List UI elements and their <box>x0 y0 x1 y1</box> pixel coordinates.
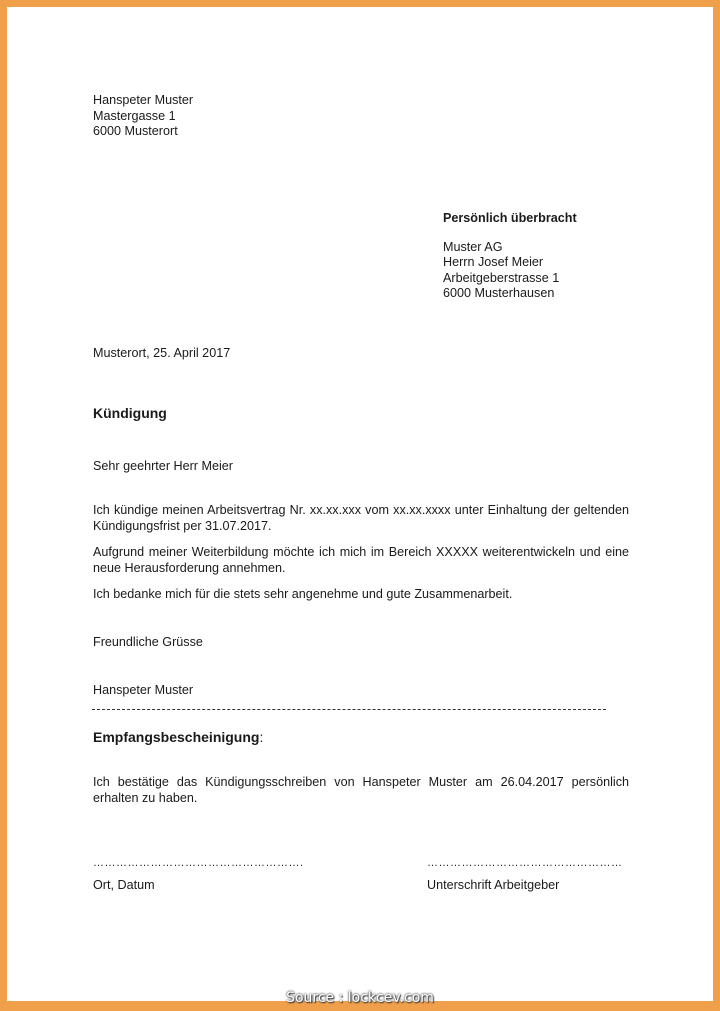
recipient-person: Herrn Josef Meier <box>443 255 544 269</box>
employer-signature-label: Unterschrift Arbeitgeber <box>427 878 560 892</box>
receipt-title-text: Empfangsbescheinigung <box>93 729 260 745</box>
body-paragraph-1: Ich kündige meinen Arbeitsvertrag Nr. xx.xx.xxx vom xx.xx.xxxx unter Einhaltung der geltenden Kündigungsfrist per 31.07.2017. <box>93 503 629 533</box>
recipient-street: Arbeitgeberstrasse 1 <box>443 270 560 285</box>
date-signature-line: ………………………………………………. <box>93 857 304 869</box>
receipt-title-colon: : <box>259 729 264 745</box>
letter-subject: Kündigung <box>93 405 167 421</box>
signature-name: Hanspeter Muster <box>93 683 194 697</box>
body-paragraph-2: Aufgrund meiner Weiterbildung möchte ich mich im Bereich XXXXX weiterentwickeln und eine neue Herausforderung annehmen. <box>93 545 629 575</box>
recipient-company: Muster AG <box>443 239 503 254</box>
salutation: Sehr geehrter Herr Meier <box>93 459 233 473</box>
place-date: Musterort, 25. April 2017 <box>93 346 231 360</box>
dashed-separator <box>92 709 606 710</box>
recipient-address <box>443 211 577 302</box>
place-date-label: Ort, Datum <box>93 878 155 892</box>
receipt-body: Ich bestätige das Kündigungsschreiben von Hanspeter Muster am 26.04.2017 persönlich erhalten zu haben. <box>93 775 629 805</box>
letter-page <box>7 7 713 1001</box>
sender-name: Hanspeter Muster <box>93 93 194 107</box>
body-paragraph-3: Ich bedanke mich für die stets sehr angenehme und gute Zusammenarbeit. <box>93 587 513 601</box>
sender-city: 6000 Musterort <box>93 124 178 138</box>
employer-signature-line: …………………………………………… <box>427 857 623 869</box>
delivery-note: Persönlich überbracht <box>443 211 577 225</box>
closing: Freundliche Grüsse <box>93 635 203 649</box>
sender-address <box>93 93 193 140</box>
sender-street: Mastergasse 1 <box>93 108 176 123</box>
receipt-title <box>93 730 263 746</box>
recipient-city: 6000 Musterhausen <box>443 286 555 300</box>
source-watermark: Source : lockcev.com <box>286 990 434 1006</box>
